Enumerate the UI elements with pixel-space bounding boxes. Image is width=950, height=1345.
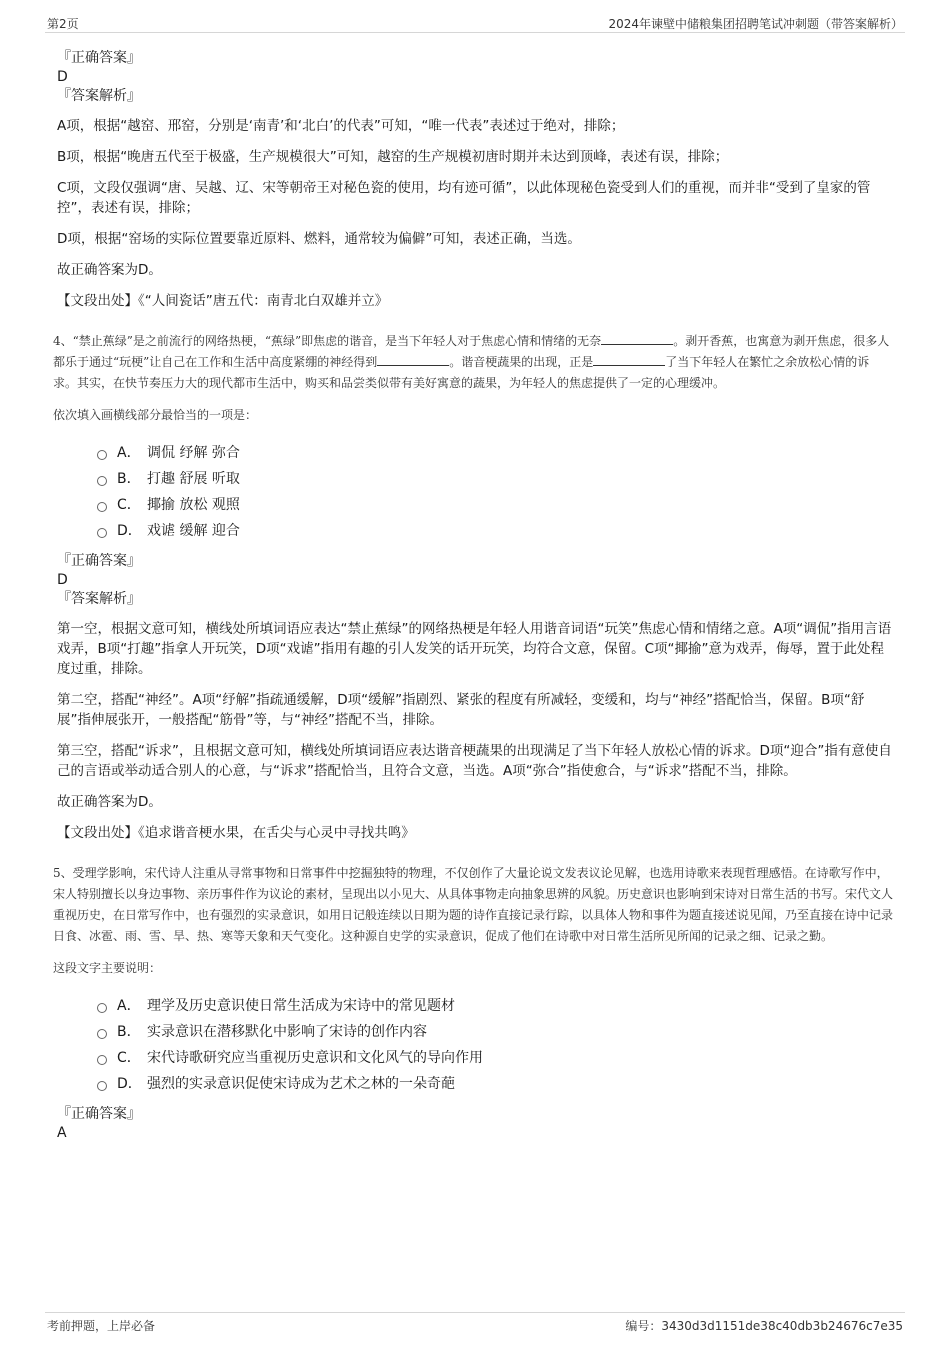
answer-label: 『正确答案』 [57, 553, 141, 569]
analysis-label: 『答案解析』 [57, 88, 141, 104]
answer-value: A [57, 1125, 67, 1141]
radio-icon[interactable] [97, 502, 107, 512]
blank-line [593, 353, 665, 366]
option-d[interactable]: D． 强烈的实录意识促使宋诗成为艺术之林的一朵奇葩 [97, 1070, 892, 1096]
question-5-options [97, 992, 892, 1096]
radio-icon[interactable] [97, 476, 107, 486]
option-a[interactable]: A． 调侃 纾解 弥合 [97, 439, 892, 465]
document-body [53, 48, 894, 1142]
answer-label: 『正确答案』 [57, 1106, 141, 1122]
source-citation: 【文段出处】《“人间瓷话”唐五代：南青北白双雄并立》 [57, 293, 389, 309]
analysis-conclusion: 故正确答案为D。 [57, 262, 162, 278]
answer-value: D [57, 572, 68, 588]
question-4-text: 4、“禁止蕉绿”是之前流行的网络热梗，“蕉绿”即焦虑的谐音，是当下年轻人对于焦虑心情和情绪的无奈 。剥开香蕉，也寓意为剥开焦虑，很多人都乐于通过“玩梗”让自己在工作和生活中高度紧绷的神经得到 。谐音梗蔬果的出现，正是 了当下年轻人在繁忙之余放松心情的诉求。其实，在快节奏压力大的现代都市生活中，购买和品尝类似带有美好寓意的蔬果，为年轻人的焦虑提供了一定的心理缓冲。 [53, 334, 890, 390]
question-4-prompt: 依次填入画横线部分最恰当的一项是： [53, 408, 258, 422]
analysis-label: 『答案解析』 [57, 591, 141, 607]
option-d[interactable]: D． 戏谑 缓解 迎合 [97, 517, 892, 543]
blank-line [601, 332, 673, 345]
blank-line [377, 353, 449, 366]
page-number: 第2页 [47, 17, 79, 31]
radio-icon[interactable] [97, 1029, 107, 1039]
source-citation: 【文段出处】《追求谐音梗水果，在舌尖与心灵中寻找共鸣》 [57, 825, 415, 841]
radio-icon[interactable] [97, 1003, 107, 1013]
option-b[interactable]: B． 打趣 舒展 听取 [97, 465, 892, 491]
document-id: 编号：3430d3d1151de38c40db3b24676c7e35 [625, 1319, 903, 1333]
option-b[interactable]: B． 实录意识在潜移默化中影响了宋诗的创作内容 [97, 1018, 892, 1044]
option-c[interactable]: C． 宋代诗歌研究应当重视历史意识和文化风气的导向作用 [97, 1044, 892, 1070]
analysis-paragraph: B项，根据“晚唐五代至于极盛，生产规模很大”可知，越窑的生产规模初唐时期并未达到顶峰，表述有误，排除； [57, 149, 729, 165]
answer-label: 『正确答案』 [57, 50, 141, 66]
analysis-paragraph: C项，文段仅强调“唐、吴越、辽、宋等朝帝王对秘色瓷的使用，均有迹可循”，以此体现秘色瓷受到人们的重视，而并非“受到了皇家的管控”，表述有误，排除； [57, 180, 871, 216]
document-title: 2024年谏壁中储粮集团招聘笔试冲刺题（带答案解析） [608, 17, 903, 31]
option-a[interactable]: A． 理学及历史意识使日常生活成为宋诗中的常见题材 [97, 992, 892, 1018]
page-footer [45, 1312, 905, 1337]
radio-icon[interactable] [97, 450, 107, 460]
radio-icon[interactable] [97, 1081, 107, 1091]
analysis-paragraph: 第一空，根据文意可知，横线处所填词语应表达“禁止蕉绿”的网络热梗是年轻人用谐音词语“玩笑”焦虑心情和情绪之意。A项“调侃”指用言语戏弄，B项“打趣”指拿人开玩笑，D项“戏谑”指用有趣的引人发笑的话开玩笑，均符合文意，保留。C项“揶揄”意为戏弄，侮辱，置于此处程度过重，排除。 [57, 621, 892, 677]
option-c[interactable]: C． 揶揄 放松 观照 [97, 491, 892, 517]
radio-icon[interactable] [97, 528, 107, 538]
analysis-paragraph: 第二空，搭配“神经”。A项“纾解”指疏通缓解，D项“缓解”指剧烈、紧张的程度有所减轻，变缓和，均与“神经”搭配恰当，保留。B项“舒展”指伸展张开，一般搭配“筋骨”等，与“神经”搭配不当，排除。 [57, 692, 865, 728]
question-5-prompt: 这段文字主要说明： [53, 961, 162, 975]
analysis-paragraph: D项，根据“窑场的实际位置要靠近原料、燃料，通常较为偏僻”可知，表述正确，当选。 [57, 231, 581, 247]
page-header [45, 12, 905, 33]
analysis-paragraph: A项，根据“越窑、邢窑，分别是‘南青’和‘北白’的代表”可知，“唯一代表”表述过于绝对，排除； [57, 118, 625, 134]
radio-icon[interactable] [97, 1055, 107, 1065]
analysis-conclusion: 故正确答案为D。 [57, 794, 162, 810]
question-4-options [97, 439, 892, 543]
question-5-text: 5、受理学影响，宋代诗人注重从寻常事物和日常事件中挖掘独特的物理，不仅创作了大量论说文发表议论见解，也选用诗歌来表现哲理感悟。在诗歌写作中，宋人特别擅长以身边事物、亲历事件作为议论的素材，呈现出以小见大、从具体事物走向抽象思辨的风貌。历史意识也影响到宋诗对日常生活的书写。宋代文人重视历史，在日常写作中，也有强烈的实录意识，如用日记般连续以日期为题的诗作直接记录行踪，以具体人物和事件为题直接述说见闻，乃至直接在诗中记录日食、冰雹、雨、雪、旱、热、寒等天象和天气变化。这种源自史学的实录意识，促成了他们在诗歌中对日常生活所见所闻的记录之细、记录之勤。 [53, 866, 894, 943]
analysis-paragraph: 第三空，搭配“诉求”，且根据文意可知，横线处所填词语应表达谐音梗蔬果的出现满足了当下年轻人放松心情的诉求。D项“迎合”指有意使自己的言语或举动适合别人的心意，与“诉求”搭配恰当，且符合文意，当选。A项“弥合”指使愈合，与“诉求”搭配不当，排除。 [57, 743, 892, 779]
footer-slogan: 考前押题，上岸必备 [47, 1319, 156, 1333]
answer-value: D [57, 69, 68, 85]
